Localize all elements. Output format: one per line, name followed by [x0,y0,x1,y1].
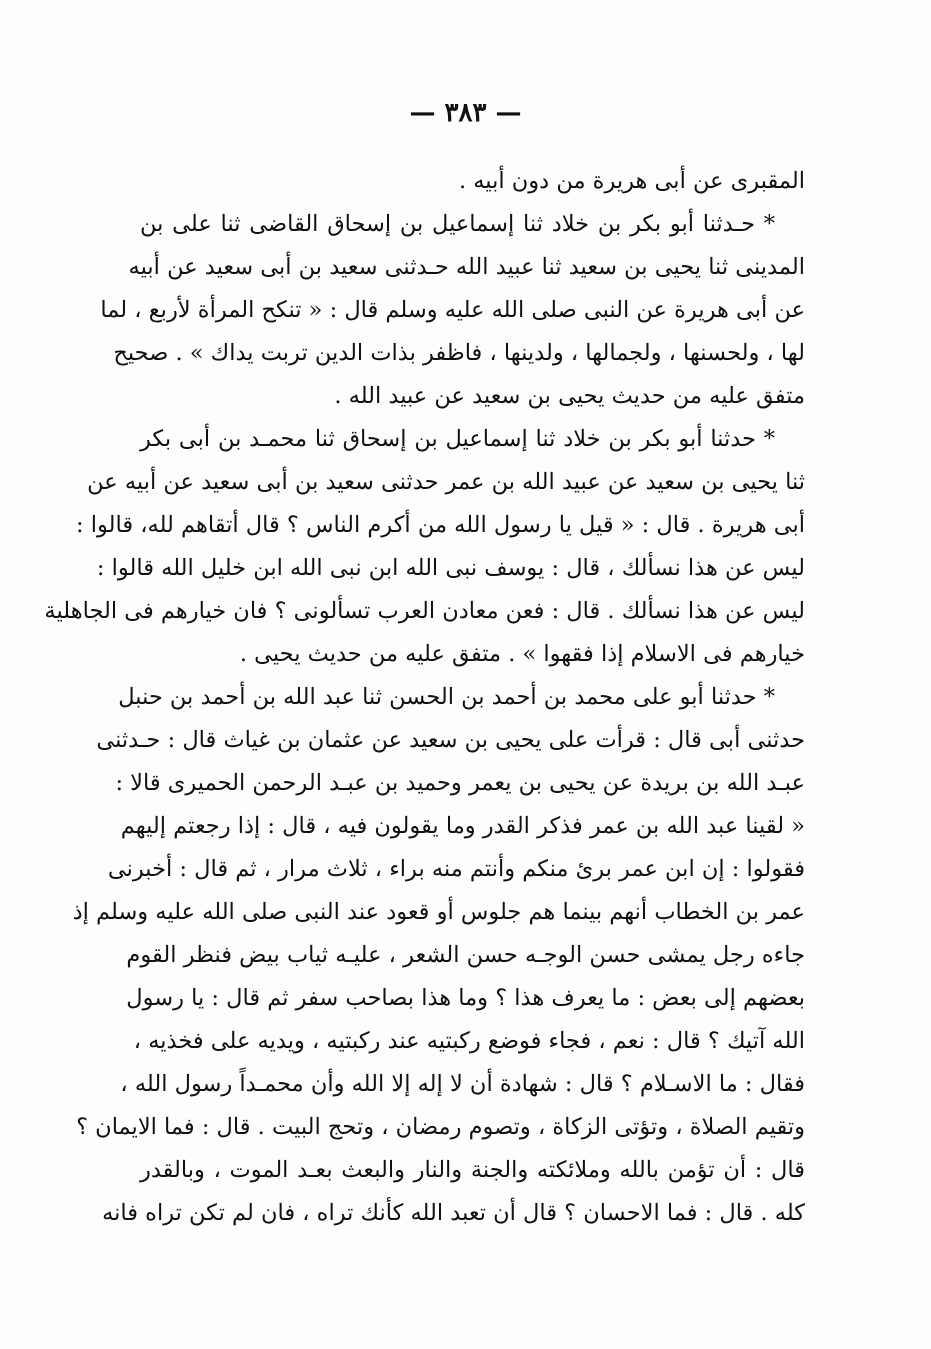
text-line: متفق عليه من حديث يحيى بن سعيد عن عبيد الله . [334,383,805,409]
text-line: كله . قال : فما الاحسان ؟ قال أن تعبد الله كأنك تراه ، فان لم تكن تراه فانه [102,1200,805,1226]
text-line: خيارهم فى الاسلام إذا فقهوا » . متفق عليه من حديث يحيى . [239,641,805,667]
text-line: المقبرى عن أبى هريرة من دون أبيه . [458,168,805,194]
text-line: عبـد الله بن بريدة عن يحيى بن يعمر وحميد بن عبـد الرحمن الحميرى قالا : [115,770,805,796]
text-line: * حدثنا أبو على محمد بن أحمد بن الحسن ثنا عبد الله بن أحمد بن حنبل [118,684,775,710]
text-line: ليس عن هذا نسألك . قال : فعن معادن العرب تسألونى ؟ فان خيارهم فى الجاهلية [44,598,805,624]
text-line: عمر بن الخطاب أنهم بينما هم جلوس أو قعود عند النبى صلى الله عليه وسلم إذ [72,899,805,925]
text-line: * حـدثنا أبو بكر بن خلاد ثنا إسماعيل بن إسحاق القاضى ثنا على بن [140,211,775,237]
text-line: بعضهم إلى بعض : ما يعرف هذا ؟ وما هذا بصاحب سفر ثم قال : يا رسول [126,985,805,1011]
text-line: فقولوا : إن ابن عمر برئ منكم وأنتم منه براء ، ثلاث مرار ، ثم قال : أخبرنى [107,856,805,882]
text-line: وتقيم الصلاة ، وتؤتى الزكاة ، وتصوم رمضان ، وتحج البيت . قال : فما الايمان ؟ [76,1114,805,1140]
text-line: قال : أن تؤمن بالله وملائكته والجنة والنار والبعث بعـد الموت ، وبالقدر [140,1157,805,1183]
text-line: حدثنى أبى قال : قرأت على يحيى بن سعيد عن عثمان بن غياث قال : حـدثنى [96,727,805,753]
text-line: ليس عن هذا نسألك ، قال : يوسف نبى الله ابن نبى الله ابن خليل الله قالوا : [96,555,805,581]
text-line: لها ، ولحسنها ، ولجمالها ، ولدينها ، فاظفر بذات الدين تربت يداك » . صحيح [113,340,805,366]
text-line: * حدثنا أبو بكر بن خلاد ثنا إسماعيل بن إسحاق ثنا محمـد بن أبى بكر [140,426,775,452]
text-line: الله آتيك ؟ قال : نعم ، فجاء فوضع ركبتيه عند ركبتيه ، ويديه على فخذيه ، [133,1028,805,1054]
text-line: « لقينا عبد الله بن عمر فذكر القدر وما يقولون فيه ، قال : إذا رجعتم إليهم [120,813,805,839]
text-line: فقال : ما الاسـلام ؟ قال : شهادة أن لا إله إلا الله وأن محمـداً رسول الله ، [120,1071,805,1097]
text-line: أبى هريرة . قال : « قيل يا رسول الله من أكرم الناس ؟ قال أتقاهم لله، قالوا : [76,512,805,538]
text-line: المدينى ثنا يحيى بن سعيد ثنا عبيد الله حـدثنى سعيد بن أبى سعيد عن أبيه [128,254,805,280]
page-number: — ٣٨٣ — [409,98,522,128]
text-line: جاءه رجل يمشى حسن الوجـه حسن الشعر ، عليـه ثياب بيض فنظر القوم [126,942,805,968]
page-text [44,160,805,1235]
text-line: عن أبى هريرة عن النبى صلى الله عليه وسلم قال : « تنكح المرأة لأربع ، لما [100,297,805,323]
text-line: ثنا يحيى بن سعيد عن عبيد الله بن عمر حدثنى سعيد بن أبى سعيد عن أبيه عن [87,469,805,495]
